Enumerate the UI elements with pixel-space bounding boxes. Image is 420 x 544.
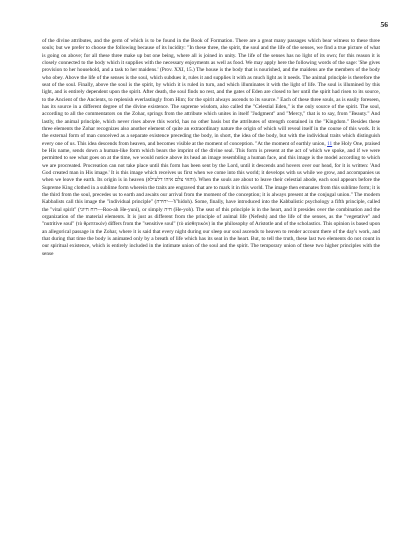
body-paragraph: [42, 38, 380, 258]
paragraph-text: of the divine attributes, and the germ of which is to be found in the Book of Formation. There are a great many passages which bear witness to these three souls; but we prefer to choose the following because of its lucidity: "In these three, the spirit, the soul and the life of the senses, we find a true picture of what is going on above; for all these three make up but one being, where all is joined in unity. The life of the senses has no light of its own; for this reason it is closely connected to the body which it supplies with the necessary enjoyments as well as food. We may apply here the following words of the sage: 'She gives provision to her household, and a task to her maidens.' (Prov. XXI, 15.) The house is the body that is nourished, and the maidens are the members of the body who obey. Above the life of the senses is the soul, which subdues it, rules it and supplies it with as much light as it needs. The animal principle is therefore the seat of the soul. Finally, above the soul is the spirit, by which it is ruled in turn, and which illuminates it with the light of life. The soul is illumined by this light, and is entirely dependent upon the spirit. After death, the soul finds no rest, and the gates of Eden are closed to her until the spirit had risen to its source, to the Ancient of the Ancients, to replenish everlastingly from Him; for the spirit always ascends to its source." Each of these three souls, as is easily foreseen, has its source in a different degree of the divine existence. The supreme wisdom, also called the "Celestial Eden," is the only source of the spirit. The soul, according to all the commentators on the Zohar, springs from the attribute which unites in itself "Judgment" and "Mercy," that is to say, from "Beauty." And lastly, the animal principle, which never rises above this world, has no other basis but the attributes of strength contained in the "Kingdom." Besides these three elements the Zohar recognizes also another element of quite an extraordinary nature the origin of which will reveal itself in the course of this work. It is the external form of man conceived as a separate existence preceding the body, in short, the idea of the body, but with the individual traits which distinguish every one of us. This idea descends from heaven, and becomes visible at the moment of conception. "At the moment of earthly union,: [42, 38, 380, 147]
paragraph-text: the Holy One, praised be His name, sends down a human-like form which bears the imprint of the divine seal. This form is present at the act of which we spoke, and if we were permitted to see what goes on at the time, we would notice above its head an image resembling a human face, and this image is the model according to which we are procreated. Procreation can not take place until this form has been sent by the Lord, until it descends and hovers over our head, for it is written: 'And God created man in His image.' It is this image which receives us first when we come into this world; it develops with us while we grow, and accompanies us when we leave the earth. Its origin is in heaven (והאי צלם איהו דלעילא). When the souls are about to leave their celestial abode, each soul appears before the Supreme King clothed in a sublime form wherein the traits are engraved that are to mark it in this world. The image then emanates from this sublime form; it is the third from the soul, precedes us to earth and awaits our arrival from the moment of the conception; it is always present at the conjugal union." The modern Kabbalists call this image the "individual principle" (יחידה—Y'hidoh). Some, finally, have introduced into the Kabbalistic psychology a fifth principle, called the "vital spirit" (רוח חיוני—Roo-ah He-yuni), or simply חיה (He-yoh). The seat of this principle is in the heart, and it presides over the combination and the organization of the material elements. It is just as different from the principle of animal life (Nefesh) and the life of the senses, as the "vegetative" and "nutritive soul" (τὸ θρεπτικόν) differs from the "sensitive soul" (τὸ αἰσθητικόν) in the philosophy of Aristotle and of the scholastics. This opinion is based upon an allegorical passage in the Zohar, where it is said that every night during our sleep our soul ascends to heaven to render account there of the day's work, and that during that time the body is animated only by a breath of life which has its seat in the heart. But, to tell the truth, these last two elements do not count in our spiritual existence, which is entirely included in the intimate union of the soul and the spirit. The temporary union of these two higher principles with the sense: [42, 140, 381, 257]
page-number: 56: [380, 20, 388, 29]
footnote-reference-link[interactable]: 11: [327, 140, 333, 147]
body-text: [42, 38, 380, 258]
